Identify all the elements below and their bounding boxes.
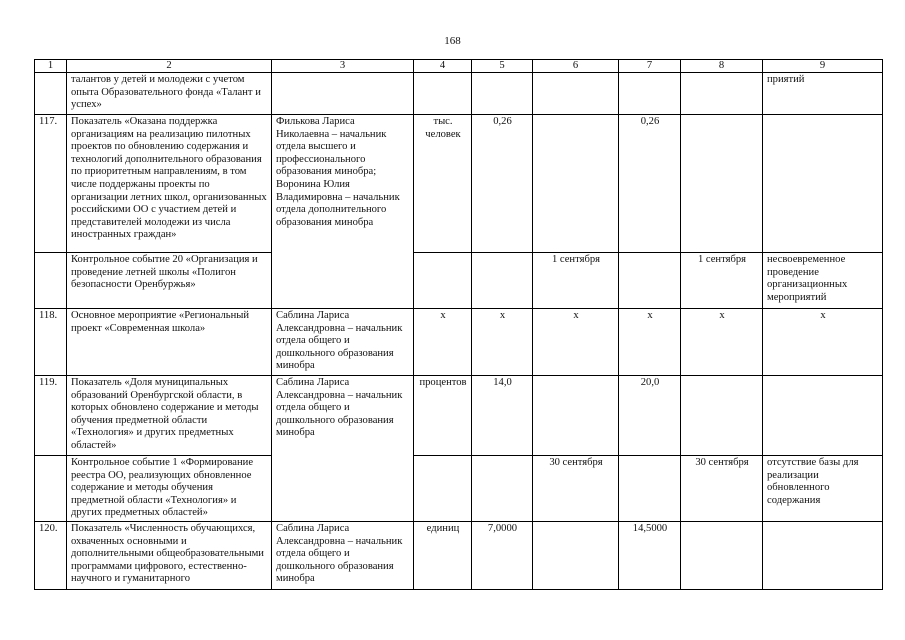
row-117-description: Показатель «Оказана поддержка организациям на реализацию пилотных проектов по обновлению содержания и технологий дополнительного образования по приоритетным направлениям, в том числе поддержаны проекты по организации летних школ, организованных российскими ОО с участием детей и представителей молодежи из числа иностранных граждан» — [67, 115, 272, 253]
table-row — [35, 253, 883, 309]
col-header-2: 2 — [67, 60, 272, 73]
row-120-description: Показатель «Численность обучающихся, охваченных основными и дополнительными общеобразовательными программами цифрового, естественно-научного и гуманитарного — [67, 522, 272, 590]
row-117-unit: тыс. человек — [414, 115, 472, 253]
col-header-9: 9 — [763, 60, 883, 73]
row-118-value-7: х — [619, 309, 681, 376]
ks20-description: Контрольное событие 20 «Организация и проведение летней школы «Полигон безопасности Оренбуржья» — [67, 253, 272, 309]
col-header-7: 7 — [619, 60, 681, 73]
row-119-number: 119. — [35, 376, 67, 456]
ks1-risk: отсутствие базы для реализации обновленного содержания — [763, 456, 883, 522]
row-119-description: Показатель «Доля муниципальных образований Оренбургской области, в которых обновлено содержание и методы обучения предметной области «Технология» и других предметных областей» — [67, 376, 272, 456]
table-row — [35, 309, 883, 376]
row-117-value-7: 0,26 — [619, 115, 681, 253]
col-header-5: 5 — [472, 60, 533, 73]
col-header-1: 1 — [35, 60, 67, 73]
row-119-responsible: Саблина Лариса Александровна – начальник отдела общего и дошкольного образования минобра — [272, 376, 414, 522]
row-120-unit: единиц — [414, 522, 472, 590]
ks20-date-8: 1 сентября — [681, 253, 763, 309]
table-row — [35, 73, 883, 115]
ks1-date-8: 30 сентября — [681, 456, 763, 522]
table-row — [35, 456, 883, 522]
row-118-value-5: х — [472, 309, 533, 376]
table-row — [35, 115, 883, 253]
row-118-value-4: х — [414, 309, 472, 376]
row-120-responsible: Саблина Лариса Александровна – начальник отдела общего и дошкольного образования минобра — [272, 522, 414, 590]
plan-table — [34, 59, 883, 590]
row-cont-risk: приятий — [763, 73, 883, 115]
row-120-value-7: 14,5000 — [619, 522, 681, 590]
row-118-number: 118. — [35, 309, 67, 376]
header-row — [35, 60, 883, 73]
col-header-8: 8 — [681, 60, 763, 73]
row-119-value-7: 20,0 — [619, 376, 681, 456]
row-118-description: Основное мероприятие «Региональный проект «Современная школа» — [67, 309, 272, 376]
row-118-value-9: х — [763, 309, 883, 376]
row-118-responsible: Саблина Лариса Александровна – начальник отдела общего и дошкольного образования минобра — [272, 309, 414, 376]
row-cont-description: талантов у детей и молодежи с учетом опыта Образовательного фонда «Талант и успех» — [67, 73, 272, 115]
row-118-value-8: х — [681, 309, 763, 376]
row-119-value-5: 14,0 — [472, 376, 533, 456]
row-117-value-5: 0,26 — [472, 115, 533, 253]
table-row — [35, 522, 883, 590]
table-row — [35, 376, 883, 456]
ks20-date-6: 1 сентября — [533, 253, 619, 309]
ks1-description: Контрольное событие 1 «Формирование реестра ОО, реализующих обновленное содержание и методы обучения предметной области «Технология» и других предметных областей» — [67, 456, 272, 522]
page-number: 168 — [444, 35, 461, 47]
row-117-number: 117. — [35, 115, 67, 253]
col-header-4: 4 — [414, 60, 472, 73]
col-header-6: 6 — [533, 60, 619, 73]
row-120-number: 120. — [35, 522, 67, 590]
row-117-responsible: Филькова Лариса Николаевна – начальник отдела высшего и профессионального образования минобра; Воронина Юлия Владимировна – начальник отдела дополнительного образования минобра — [272, 115, 414, 309]
col-header-3: 3 — [272, 60, 414, 73]
row-118-value-6: х — [533, 309, 619, 376]
ks20-risk: несвоевременное проведение организационных мероприятий — [763, 253, 883, 309]
ks1-date-6: 30 сентября — [533, 456, 619, 522]
row-119-unit: процентов — [414, 376, 472, 456]
row-120-value-5: 7,0000 — [472, 522, 533, 590]
